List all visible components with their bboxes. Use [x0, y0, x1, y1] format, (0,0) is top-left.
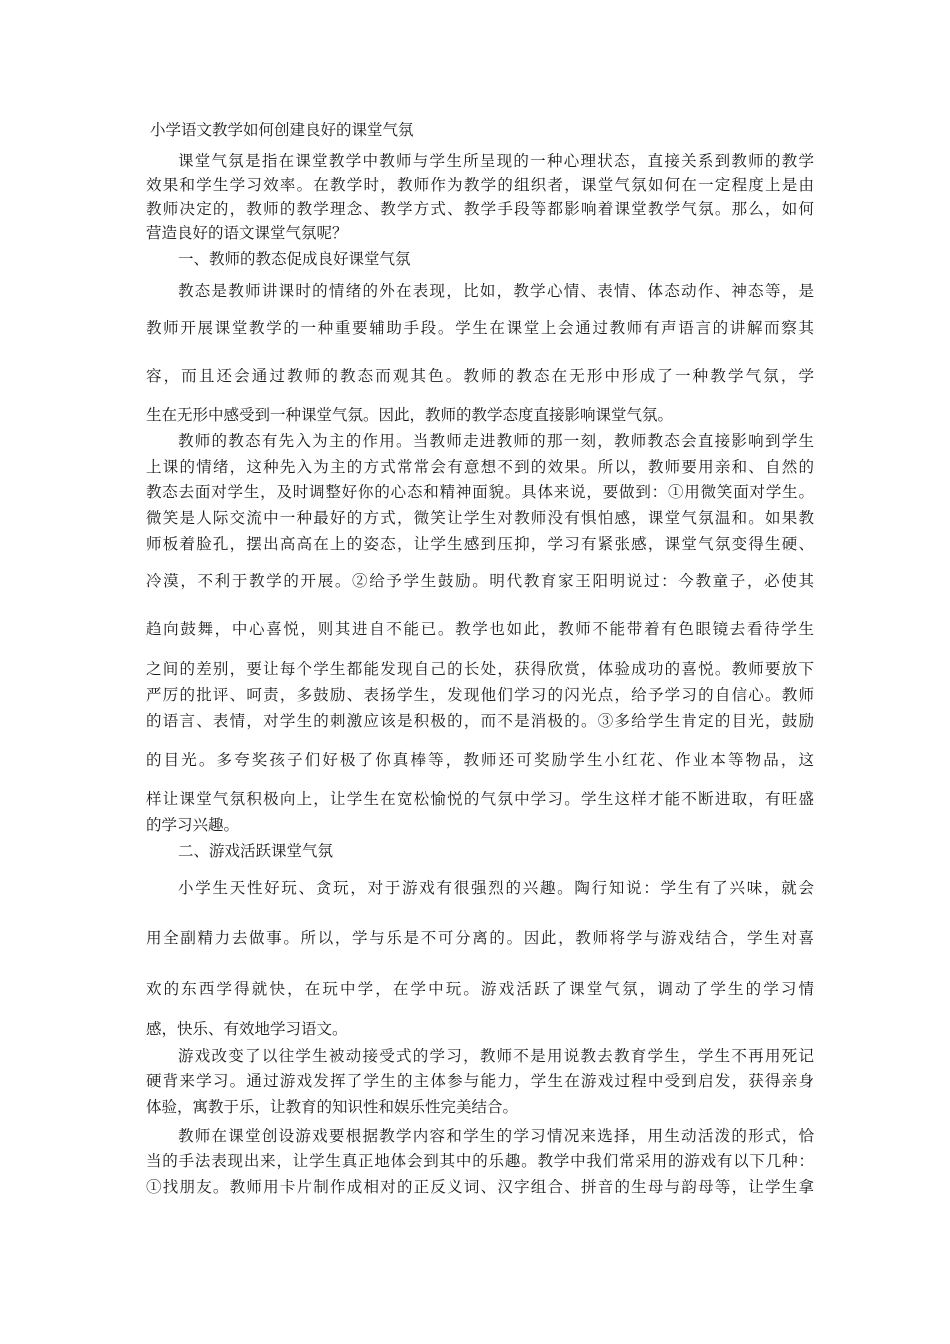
paragraph-line: 硬背来学习。通过游戏发挥了学生的主体参与能力，学生在游戏过程中受到启发，获得亲身: [146, 1072, 814, 1090]
paragraph-line: 教态去面对学生，及时调整好你的心态和精神面貌。具体来说，要做到：①用微笑面对学生。: [146, 483, 814, 501]
paragraph-line: 教态是教师讲课时的情绪的外在表现，比如，教学心情、表情、体态动作、神态等，是: [178, 282, 814, 300]
paragraph-line: 小学生天性好玩、贪玩，对于游戏有很强烈的兴趣。陶行知说：学生有了兴味，就会: [178, 879, 814, 897]
paragraph-line: 的目光。多夸奖孩子们好极了你真棒等，教师还可奖励学生小红花、作业本等物品，这: [146, 751, 814, 769]
paragraph-line: 效果和学生学习效率。在教学时，教师作为教学的组织者，课堂气氛如何在一定程度上是由: [146, 176, 814, 194]
paragraph-line: 感，快乐、有效地学习语文。: [146, 1020, 348, 1038]
paragraph-line: 上课的情绪，这种先入为主的方式常常会有意想不到的效果。所以，教师要用亲和、自然的: [146, 458, 814, 476]
paragraph-line: ①找朋友。教师用卡片制作成相对的正反义词、汉字组合、拼音的生母与韵母等，让学生拿: [146, 1178, 814, 1196]
paragraph-line: 当的手法表现出来，让学生真正地体会到其中的乐趣。教学中我们常采用的游戏有以下几种：: [146, 1152, 814, 1170]
paragraph-line: 教师的教态有先入为主的作用。当教师走进教师的那一刻，教师教态会直接影响到学生: [178, 432, 814, 450]
paragraph-line: 容，而且还会通过教师的教态而观其色。教师的教态在无形中形成了一种教学气氛，学: [146, 367, 814, 385]
paragraph-line: 欢的东西学得就快，在玩中学，在学中玩。游戏活跃了课堂气氛，调动了学生的学习情: [146, 980, 814, 998]
paragraph-line: 趋向鼓舞，中心喜悦，则其进自不能已。教学也如此，教师不能带着有色眼镜去看待学生: [146, 620, 814, 638]
paragraph-line: 教师决定的，教师的教学理念、教学方式、教学手段等都影响着课堂教学气氛。那么，如何: [146, 200, 814, 218]
paragraph-line: 用全副精力去做事。所以，学与乐是不可分离的。因此，教师将学与游戏结合，学生对喜: [146, 929, 814, 947]
paragraph-line: 样让课堂气氛积极向上，让学生在宽松愉悦的气氛中学习。学生这样才能不断进取，有旺盛: [146, 790, 814, 808]
paragraph-line: 师板着脸孔，摆出高高在上的姿态，让学生感到压抑，学习有紧张感，课堂气氛变得生硬、: [146, 535, 814, 553]
paragraph-line: 严厉的批评、呵责，多鼓励、表扬学生，发现他们学习的闪光点，给予学习的自信心。教师: [146, 686, 814, 704]
paragraph-line: 的学习兴趣。: [146, 816, 240, 834]
paragraph-line: 营造良好的语文课堂气氛呢？: [146, 224, 348, 242]
section-heading: 一、教师的教态促成良好课堂气氛: [178, 250, 411, 268]
paragraph-line: 教师在课堂创设游戏要根据教学内容和学生的学习情况来选择，用生动活泼的形式，恰: [178, 1127, 814, 1145]
paragraph-line: 微笑是人际交流中一种最好的方式，微笑让学生对教师没有惧怕感，课堂气氛温和。如果教: [146, 509, 814, 527]
paragraph-line: 课堂气氛是指在课堂教学中教师与学生所呈现的一种心理状态，直接关系到教师的教学: [178, 152, 814, 170]
document-title: 小学语文教学如何创建良好的课堂气氛: [150, 121, 414, 139]
paragraph-line: 体验，寓教于乐，让教育的知识性和娱乐性完美结合。: [146, 1098, 519, 1116]
paragraph-line: 之间的差别，要让每个学生都能发现自己的长处，获得欣赏，体验成功的喜悦。教师要放下: [146, 660, 814, 678]
paragraph-line: 冷漠，不利于教学的开展。②给予学生鼓励。明代教育家王阳明说过：今教童子，必使其: [146, 572, 814, 590]
paragraph-line: 的语言、表情，对学生的刺激应该是积极的，而不是消极的。③多给学生肯定的目光，鼓励: [146, 712, 814, 730]
paragraph-line: 教师开展课堂教学的一种重要辅助手段。学生在课堂上会通过教师有声语言的讲解而察其: [146, 319, 814, 337]
section-heading: 二、游戏活跃课堂气氛: [178, 842, 334, 860]
paragraph-line: 游戏改变了以往学生被动接受式的学习，教师不是用说教去教育学生，学生不再用死记: [178, 1047, 814, 1065]
paragraph-line: 生在无形中感受到一种课堂气氛。因此，教师的教学态度直接影响课堂气氛。: [146, 406, 674, 424]
